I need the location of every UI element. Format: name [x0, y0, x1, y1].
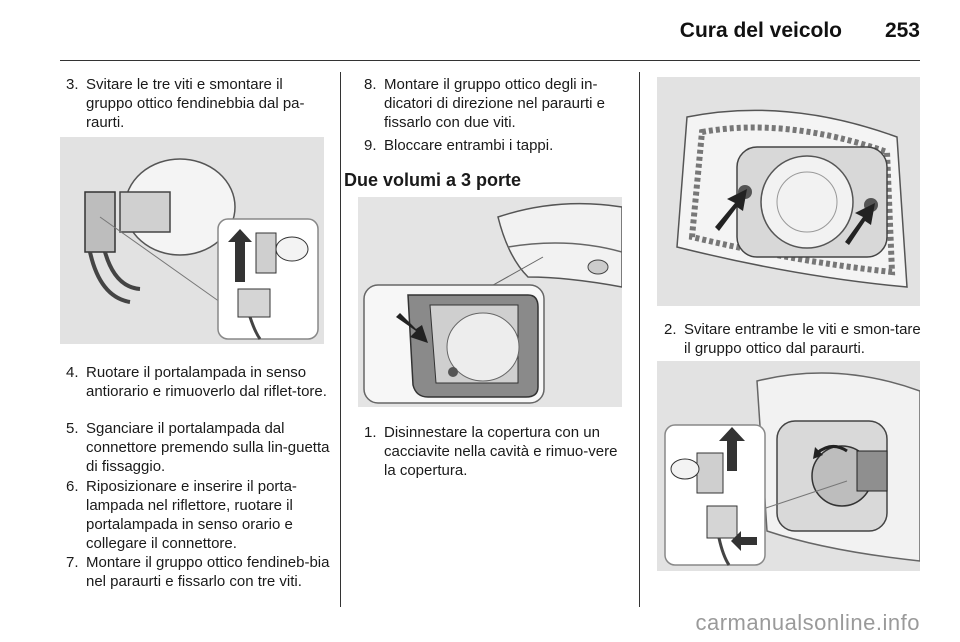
- step-number: 9.: [364, 137, 377, 154]
- step-6: [66, 477, 330, 553]
- header-rule: [60, 60, 920, 61]
- step-number: 1.: [364, 424, 377, 441]
- fog-lamp-removal-illustration: [657, 361, 920, 571]
- step-text: Bloccare entrambi i tappi.: [384, 137, 554, 154]
- step-number: 8.: [364, 76, 377, 93]
- section-heading: Due volumi a 3 porte: [344, 170, 522, 190]
- step-3: [66, 75, 330, 132]
- bumper-cover-illustration: [358, 197, 622, 407]
- step-number: 2.: [664, 321, 677, 338]
- step-2: [664, 320, 924, 358]
- step-number: 4.: [66, 364, 79, 381]
- chapter-title: Cura del veicolo: [679, 19, 842, 42]
- page-number: 253: [884, 19, 920, 42]
- fog-lamp-removal-figure: [657, 361, 920, 571]
- fog-lamp-bulb-illustration: [60, 137, 324, 344]
- step-text: Montare il gruppo ottico degli in-dicatori di direzione nel paraurti e fissarlo con due viti.: [384, 76, 605, 131]
- step-text: Svitare le tre viti e smontare il gruppo ottico fendinebbia dal pa-raurti.: [86, 76, 305, 131]
- step-9: [364, 136, 626, 155]
- step-4: [66, 363, 330, 401]
- column-divider-1: [340, 72, 341, 607]
- step-1: [364, 423, 626, 480]
- step-text: Disinnestare la copertura con un cacciavite nella cavità e rimuo-vere la copertura.: [384, 424, 618, 479]
- column-divider-2: [639, 72, 640, 607]
- step-number: 6.: [66, 478, 79, 495]
- fog-lamp-bulb-figure: [60, 137, 324, 344]
- watermark: carmanualsonline.info: [695, 610, 920, 635]
- step-5: [66, 419, 330, 476]
- page-header: [0, 0, 960, 62]
- step-text: Sganciare il portalampada dal connettore premendo sulla lin-guetta di fissaggio.: [86, 420, 330, 475]
- step-text: Ruotare il portalampada in senso antiorario e rimuoverlo dal riflet-tore.: [86, 364, 327, 400]
- step-number: 7.: [66, 554, 79, 571]
- step-text: Svitare entrambe le viti e smon-tare il gruppo ottico dal paraurti.: [684, 321, 921, 357]
- step-7: [66, 553, 330, 591]
- step-text: Montare il gruppo ottico fendineb-bia nel paraurti e fissarlo con tre viti.: [86, 554, 330, 590]
- fog-lamp-screws-figure: [657, 77, 920, 306]
- step-text: Riposizionare e inserire il porta-lampada nel riflettore, ruotare il portalampada in senso orario e collegare il connettore.: [86, 478, 297, 552]
- step-number: 3.: [66, 76, 79, 93]
- step-number: 5.: [66, 420, 79, 437]
- fog-lamp-screws-illustration: [657, 77, 920, 306]
- step-8: [364, 75, 626, 132]
- bumper-cover-figure: [358, 197, 622, 407]
